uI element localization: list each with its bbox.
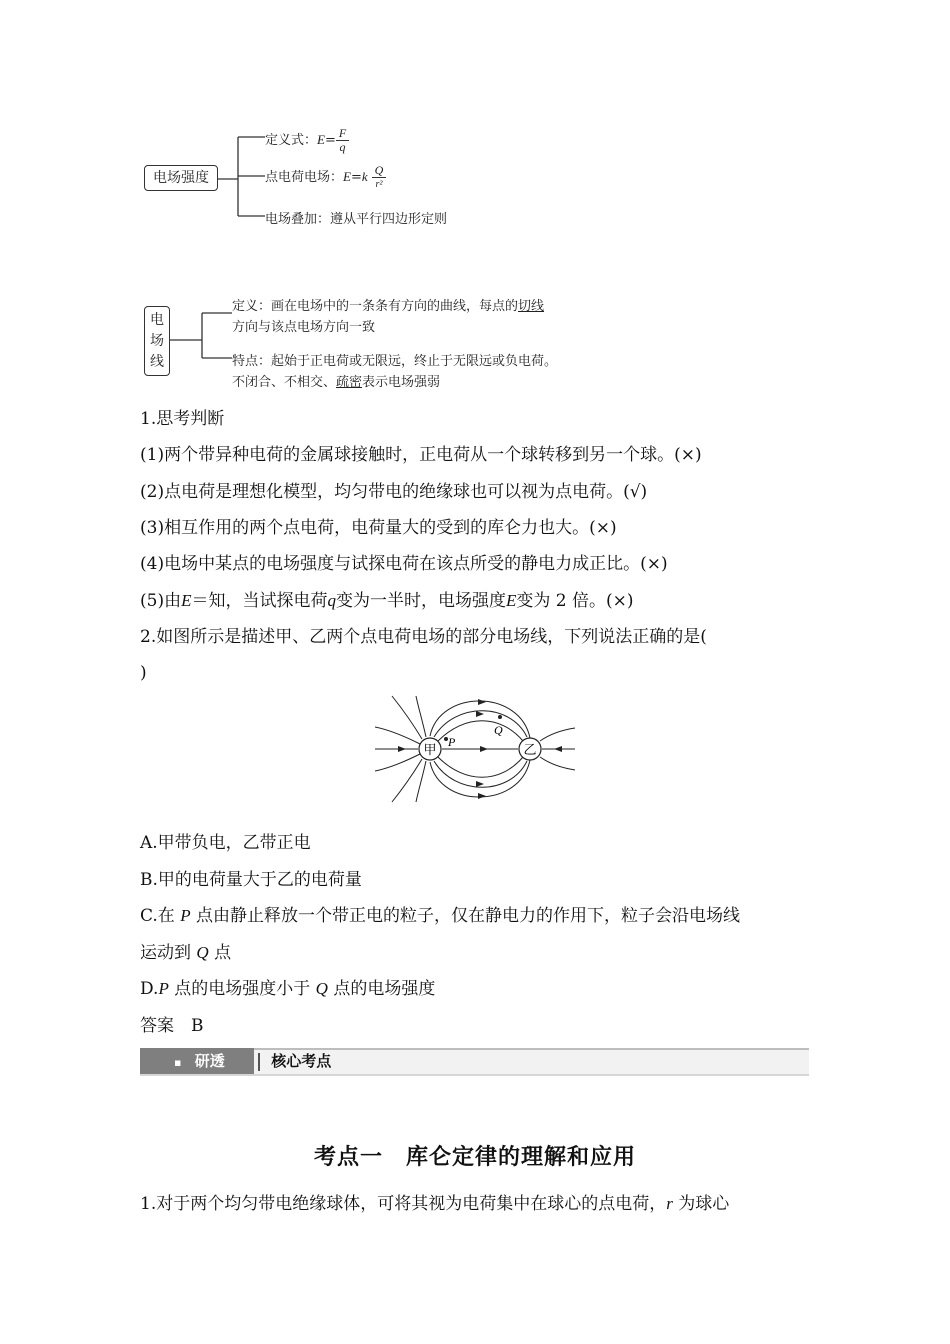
answer-value: B: [191, 1016, 204, 1036]
question1-item: (3)相互作用的两个点电荷，电荷量大的受到的库仑力也大。(×): [140, 518, 617, 538]
option-a: A.甲带负电，乙带正电: [140, 833, 311, 853]
question1-item: (4)电场中某点的电场强度与试探电荷在该点所受的静电力成正比。(×): [140, 554, 668, 574]
section-paragraph: 1.对于两个均匀带电绝缘球体，可将其视为电荷集中在球心的点电荷，r 为球心: [140, 1194, 730, 1214]
charge-jia: [419, 738, 441, 760]
electric-field-figure: [370, 694, 580, 804]
question1-item: (2)点电荷是理想化模型，均匀带电的绝缘球也可以视为点电荷。(√): [140, 482, 648, 502]
mindmap1-root: 电场强度: [144, 165, 218, 191]
mindmap1-branch-definition: 定义式：E= $\frac{F}{q}$: [265, 127, 349, 154]
charge-yi: [519, 738, 541, 760]
option-d: D.P 点的电场强度小于 Q 点的电场强度: [140, 979, 436, 999]
point-q-marker: [498, 715, 502, 719]
mindmap2-feature-line2: 不闭合、不相交、疏密表示电场强弱: [232, 375, 441, 390]
square-bullet-icon: ▪: [174, 1056, 182, 1069]
mindmap2-root: 电 场 线: [144, 306, 170, 376]
banner-right-title: 核心考点: [254, 1048, 809, 1074]
point-q-label: Q: [494, 723, 503, 737]
svg-text:甲: 甲: [423, 743, 437, 758]
option-c-line1: C.在 P 点由静止释放一个带正电的粒子，仅在静电力的作用下，粒子会沿电场线: [140, 906, 741, 926]
question1-item: (1)两个带异种电荷的金属球接触时，正电荷从一个球转移到另一个球。(×): [140, 445, 702, 465]
banner-left-tab: ▪ 研透: [140, 1048, 254, 1074]
section-banner: [140, 1048, 809, 1074]
section-heading: 考点一 库仑定律的理解和应用: [313, 1145, 636, 1170]
mindmap2-definition-line1: 定义：画在电场中的一条条有方向的曲线，每点的切线: [232, 299, 545, 314]
mindmap2-feature-line1: 特点：起始于正电荷或无限远，终止于无限远或负电荷。: [232, 354, 558, 369]
mindmap1-branch-superposition: 电场叠加：遵从平行四边形定则: [265, 212, 448, 227]
mindmap2-definition-line2: 方向与该点电场方向一致: [232, 320, 376, 335]
point-p-label: P: [448, 735, 456, 749]
option-c-line2: 运动到 Q 点: [140, 943, 232, 963]
answer-label: 答案: [140, 1016, 174, 1036]
mindmap1-branch-point-charge: 点电荷电场：E=k $\frac{Q}{\text{r²}}$: [265, 164, 386, 191]
question1-item: (5)由E＝知，当试探电荷q变为一半时，电场强度E变为 2 倍。(×): [140, 591, 634, 611]
mindmap2-connectors: [168, 300, 238, 370]
question2-stem-close: ): [140, 663, 147, 683]
formula-fraction: $\frac{Q}{\text{r²}}$: [372, 164, 387, 191]
formula-fraction: $\frac{F}{q}$: [336, 127, 349, 154]
question1-title: 1.思考判断: [140, 409, 225, 429]
svg-text:乙: 乙: [523, 743, 537, 758]
answer: [140, 1015, 204, 1037]
option-b: B.甲的电荷量大于乙的电荷量: [140, 870, 362, 890]
mindmap1-connectors: [210, 128, 270, 224]
question2-stem: 2.如图所示是描述甲、乙两个点电荷电场的部分电场线，下列说法正确的是(: [140, 627, 707, 647]
